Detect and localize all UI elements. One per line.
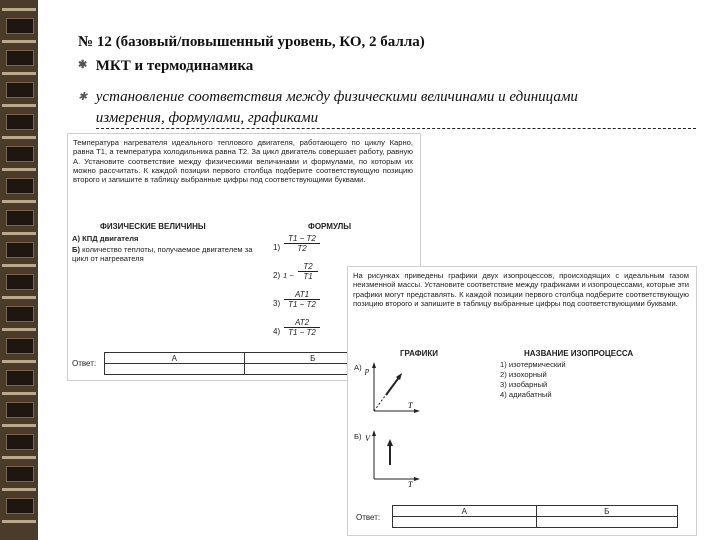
graph-a-y-label: p <box>365 366 369 375</box>
bullet-icon: ✱ <box>78 91 88 103</box>
task2-text: На рисунках приведены графики двух изопроцессов, происходящих с идеальным газом неизменной массы. Установите соответствие между графиками и изопроцессами, которые эти графики могут представлять. К каждой позиции первого столбца подберите соответствующую позицию второго и запишите в таблицу выбранные цифры под соответствующими буквами. <box>353 271 689 308</box>
formula-2-number: 2) <box>273 271 281 280</box>
graph-a-y-arrow <box>372 362 376 368</box>
process-4: 4) адиабатный <box>500 390 552 399</box>
formula-1-number: 1) <box>273 243 281 252</box>
process-1: 1) изотермический <box>500 360 566 369</box>
formula-4: $\frac{AT2}{T1 - T2}$ <box>284 318 320 337</box>
task2-answer-table <box>392 505 678 528</box>
decorative-side-strip <box>0 0 38 540</box>
task2-answer-col-a: А <box>393 506 537 517</box>
graph-a-line <box>386 376 400 395</box>
task1-text: Температура нагревателя идеального теплового двигателя, работающего по циклу Карно, равна T1, а температура холодильника равна T2. За цикл двигатель совершает работу, равную A. Установите соответствие между физическими величинами и формулами, по которым их можно рассчитать. К каждой позиции первого столбца подберите соответствующую позицию второго и запишите в таблицу выбранные цифры под соответствующими буквами. <box>73 138 413 185</box>
graph-b <box>364 427 424 487</box>
bullet-topic-text: МКТ и термодинамика <box>95 58 254 74</box>
task2-panel <box>347 266 697 536</box>
task1-answer-table <box>104 352 382 375</box>
formula-1: $\frac{T1 - T2}{T2}$ <box>284 234 320 253</box>
task1-answer-col-b: Б <box>244 353 381 364</box>
graph-b-x-label: T <box>408 480 413 487</box>
formula-3-number: 3) <box>273 299 281 308</box>
task1-quantity-b: Б) количество теплоты, получаемое двигателем за цикл от нагревателя <box>72 245 253 263</box>
task2-col-left-header: ГРАФИКИ <box>400 349 438 358</box>
task1-col-right-header: ФОРМУЛЫ <box>308 222 352 231</box>
graph-b-y-label: V <box>365 434 370 443</box>
graph-b-line-arrow <box>387 439 393 446</box>
bullet-topic <box>78 58 253 75</box>
graph-b-x-arrow <box>414 477 420 481</box>
task1-quantity-a: А) КПД двигателя <box>72 234 139 243</box>
task2-answer-label: Ответ: <box>356 513 381 522</box>
task1-answer-cell-a[interactable] <box>105 364 245 375</box>
graph-b-letter: Б) <box>354 432 362 441</box>
bullet-skill-text: установление соответствия между физическими величинами и единицами измерения, формулами, графиками <box>95 89 578 126</box>
task1-answer-col-a: А <box>105 353 245 364</box>
task2-col-right-header: НАЗВАНИЕ ИЗОПРОЦЕССА <box>524 349 634 358</box>
task1-col-left-header: ФИЗИЧЕСКИЕ ВЕЛИЧИНЫ <box>100 222 206 231</box>
formula-2-prefix: 1 − <box>283 271 294 280</box>
task2-answer-cell-b[interactable] <box>536 517 677 528</box>
graph-a <box>364 359 424 417</box>
formula-3: $\frac{AT1}{T1 - T2}$ <box>284 290 320 309</box>
graph-a-letter: А) <box>354 363 362 372</box>
graph-a-x-label: T <box>408 401 413 410</box>
bullet-skill <box>78 87 618 129</box>
graph-b-y-arrow <box>372 430 376 436</box>
formula-2: $\frac{T2}{T1}$ <box>298 262 318 281</box>
task1-answer-label: Ответ: <box>72 359 97 368</box>
dashed-divider <box>96 128 696 129</box>
process-2: 2) изохорный <box>500 370 547 379</box>
bullet-icon: ✱ <box>78 59 88 71</box>
formula-4-number: 4) <box>273 327 281 336</box>
slide-title: № 12 (базовый/повышенный уровень, КО, 2 балла) <box>78 34 425 50</box>
process-3: 3) изобарный <box>500 380 548 389</box>
graph-a-x-arrow <box>414 409 420 413</box>
task2-answer-col-b: Б <box>536 506 677 517</box>
task2-answer-cell-a[interactable] <box>393 517 537 528</box>
